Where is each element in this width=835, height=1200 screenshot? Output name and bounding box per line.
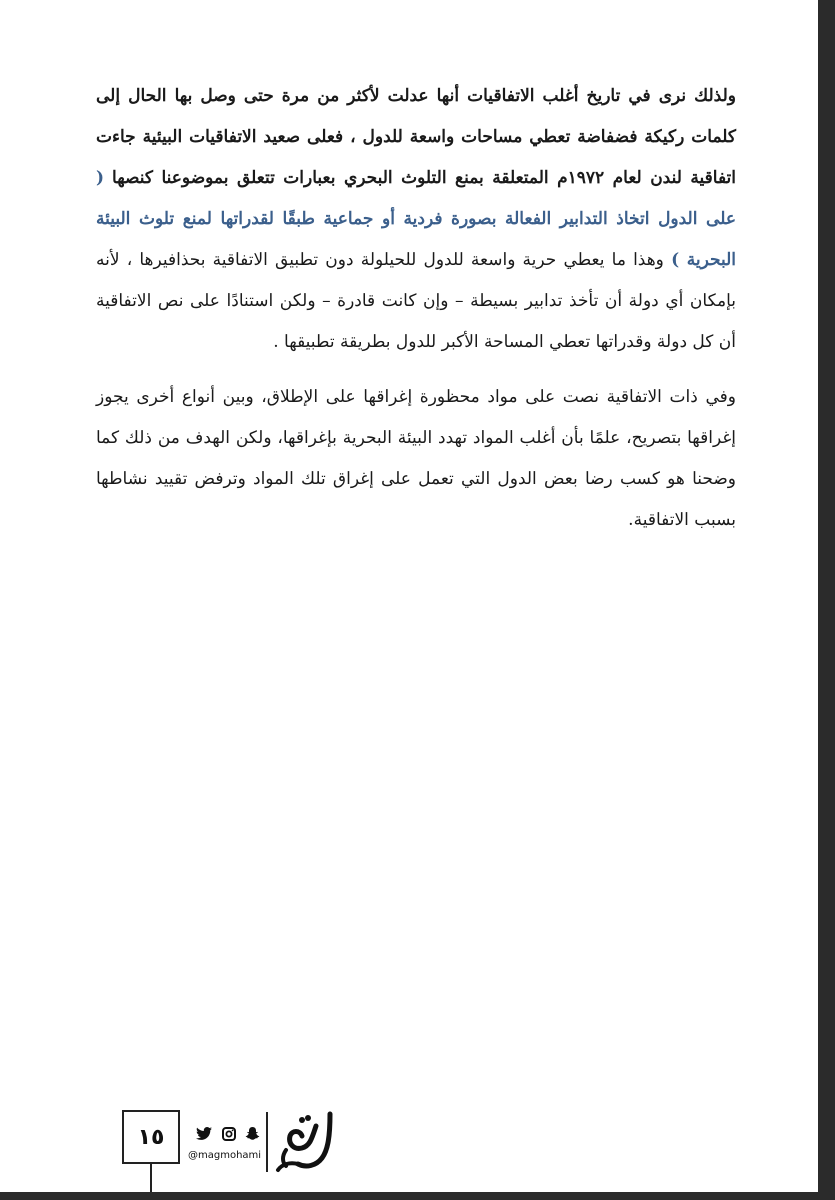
twitter-icon[interactable]	[196, 1127, 212, 1140]
paragraph-1-intro: ولذلك نرى في تاريخ أغلب الاتفاقيات أنها عدلت لأكثر من مرة حتى وصل بها الحال إلى كلمات ركيكة فضفاضة تعطي مساحات واسعة للدول ، فعلى صعيد الاتفاقيات البيئية جاءت اتفاقية لندن لعام ١٩٧٢م المتعلقة بمنع التلوث البحري بعبارات تتعلق بموضوعنا كنصها	[96, 86, 736, 188]
paragraph-1	[96, 76, 736, 363]
article-body	[96, 76, 736, 541]
footer-divider	[266, 1112, 268, 1172]
page-footer	[0, 1100, 818, 1200]
quoted-treaty-text: ( على الدول اتخاذ التدابير الفعالة بصورة فردية أو جماعية طبقًا لقدراتها لمنع تلوث البيئة البحرية )	[96, 168, 736, 270]
paragraph-2: وفي ذات الاتفاقية نصت على مواد محظورة إغراقها على الإطلاق، وبين أنواع أخرى يجوز إغراقها بتصريح، علمًا بأن أغلب المواد تهدد البيئة البحرية بإغراقها، ولكن الهدف من ذلك كما وضحنا هو كسب رضا بعض الدول التي تعمل على إغراق تلك المواد وترفض تقييد نشاطها بسبب الاتفاقية.	[96, 387, 736, 530]
social-icons	[196, 1126, 260, 1141]
page-number: ١٥	[122, 1110, 180, 1164]
dark-margin-bottom	[0, 1192, 835, 1200]
instagram-icon[interactable]	[222, 1127, 236, 1141]
snapchat-icon[interactable]	[245, 1126, 260, 1141]
paragraph-1-commentary: وهذا ما يعطي حرية واسعة للدول للحيلولة دون تطبيق الاتفاقية بحذافيرها ، لأنه بإمكان أي دولة أن تأخذ تدابير بسيطة – وإن كانت قادرة – ولكن استنادًا على نص الاتفاقية أن كل دولة وقدراتها تعطي المساحة الأكبر للدول بطريقة تطبيقها .	[96, 250, 736, 352]
social-handle: @magmohami	[188, 1150, 262, 1161]
magazine-logo	[272, 1106, 338, 1180]
dark-margin-right	[818, 0, 835, 1200]
